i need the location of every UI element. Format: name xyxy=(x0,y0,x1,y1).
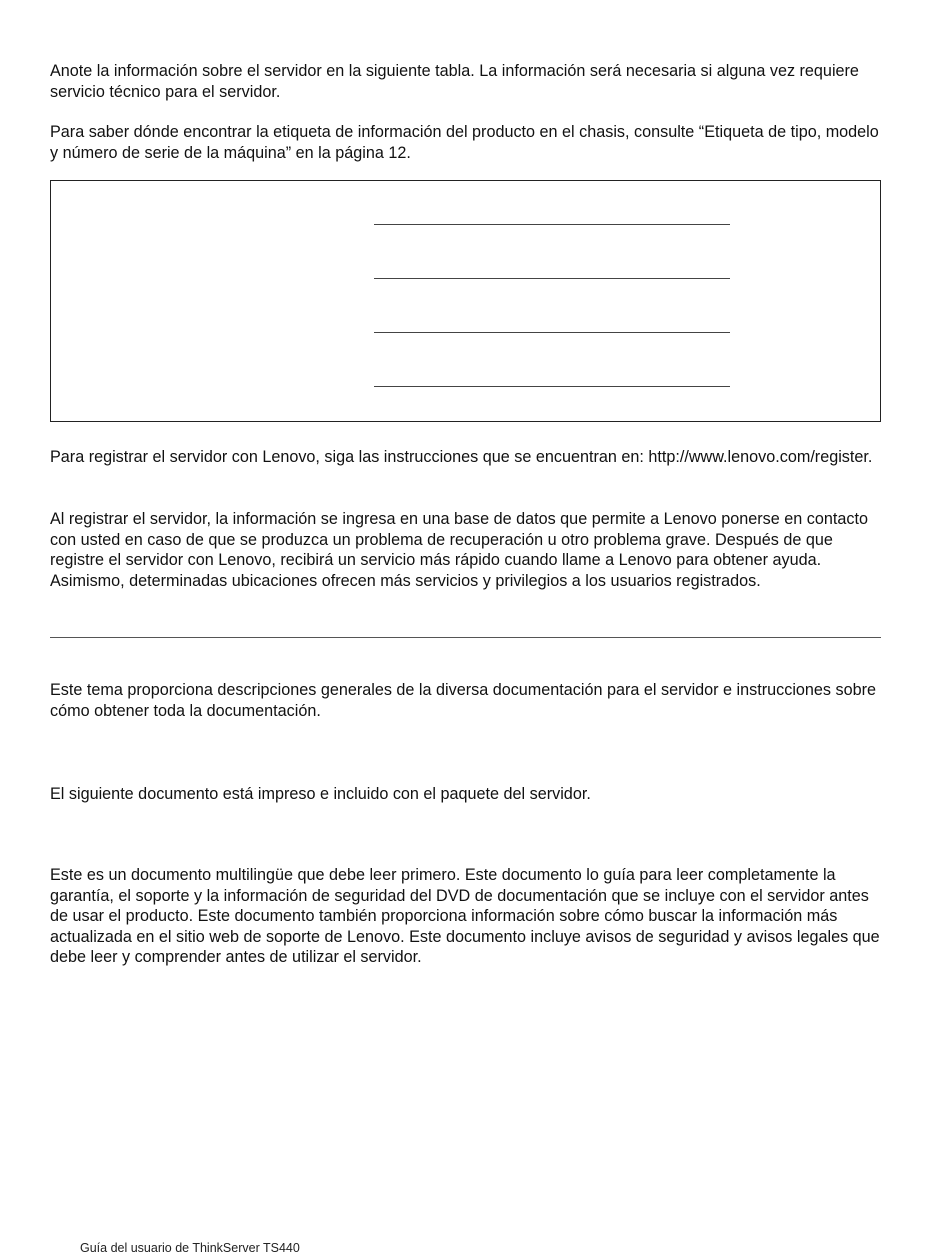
record-info-paragraph: Anote la información sobre el servidor en la siguiente tabla. La información será necesaria si alguna vez requiere servicio técnico para el servidor. xyxy=(50,62,859,101)
label-location-paragraph: Para saber dónde encontrar la etiqueta de información del producto en el chasis, consulte “Etiqueta de tipo, modelo y número de serie de la máquina” en la página 12. xyxy=(50,123,879,162)
fill-in-line xyxy=(374,224,730,225)
fill-in-line xyxy=(374,332,730,333)
fill-in-line xyxy=(374,386,730,387)
section-divider xyxy=(50,637,881,638)
server-info-table xyxy=(50,180,881,422)
documentation-overview-paragraph: Este tema proporciona descripciones generales de la diversa documentación para el servidor e instrucciones sobre cómo obtener toda la documentación. xyxy=(50,681,877,720)
printed-document-paragraph: El siguiente documento está impreso e incluido con el paquete del servidor. xyxy=(50,785,591,803)
multilingual-document-paragraph: Este es un documento multilingüe que debe leer primero. Este documento lo guía para leer completamente la garantía, el soporte y la información de seguridad del DVD de documentación que se incluye con el servidor antes de usar el producto. Este documento también proporciona información sobre cómo buscar la información más actualizada en el sitio web de soporte de Lenovo. Este documento incluye avisos de seguridad y avisos legales que debe leer y comprender antes de utilizar el servidor. xyxy=(50,866,880,967)
page-footer: Guía del usuario de ThinkServer TS440 xyxy=(80,1241,300,1255)
fill-in-line xyxy=(374,278,730,279)
register-instructions-paragraph: Para registrar el servidor con Lenovo, siga las instrucciones que se encuentran en: http://www.lenovo.com/register. xyxy=(50,448,873,466)
register-benefits-paragraph: Al registrar el servidor, la información se ingresa en una base de datos que permite a Lenovo ponerse en contacto con usted en caso de que se produzca un problema de recuperación u otro problema grave. Después de que registre el servidor con Lenovo, recibirá un servicio más rápido cuando llame a Lenovo para obtener ayuda. Asimismo, determinadas ubicaciones ofrecen más servicios y privilegios a los usuarios registrados. xyxy=(50,510,868,590)
